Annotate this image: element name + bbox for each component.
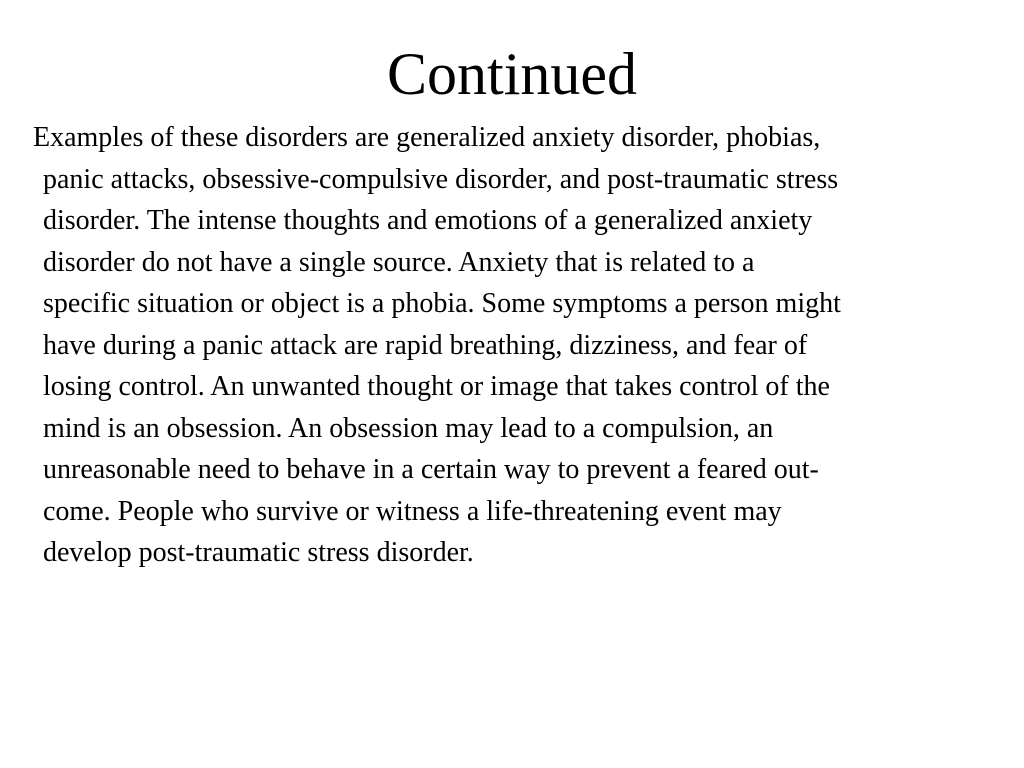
body-line: mind is an obsession. An obsession may lead to a compulsion, an [43, 412, 774, 444]
body-line: Examples of these disorders are generalized anxiety disorder, phobias, [33, 122, 821, 153]
body-line: panic attacks, obsessive-compulsive disorder, and post-traumatic stress [43, 163, 839, 195]
body-line: specific situation or object is a phobia. Some symptoms a person might [43, 288, 841, 319]
slide-title: Continued [387, 41, 637, 107]
body-line: develop post-traumatic stress disorder. [43, 537, 474, 568]
body-line: unreasonable need to behave in a certain way to prevent a feared out- [43, 454, 819, 485]
body-line: have during a panic attack are rapid breathing, dizziness, and fear of [43, 329, 808, 361]
body-line: losing control. An unwanted thought or image that takes control of the [43, 371, 830, 402]
body-line: disorder. The intense thoughts and emotions of a generalized anxiety [43, 205, 813, 236]
body-line: disorder do not have a single source. Anxiety that is related to a [43, 246, 755, 278]
body-line: come. People who survive or witness a life-threatening event may [43, 495, 782, 527]
slide-body-paragraph [33, 117, 1023, 574]
